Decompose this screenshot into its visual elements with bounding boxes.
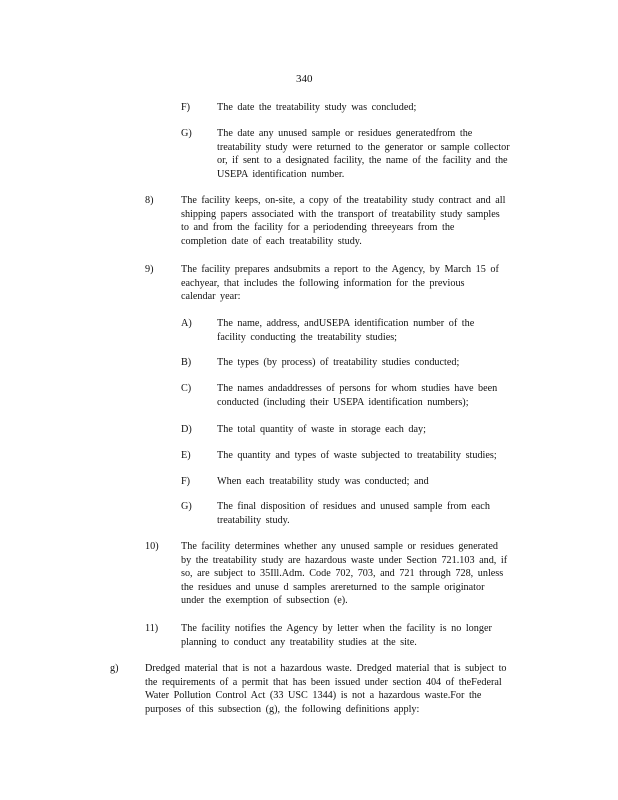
item-text-line: The name, address, andUSEPA identification number of the: [217, 318, 475, 329]
item-label: A): [181, 318, 192, 329]
item-label: 9): [145, 264, 154, 275]
item-text-line: conducted (including their USEPA identification numbers);: [217, 396, 469, 408]
item-text-line: the residues and unuse d samples arereturned to the sample originator: [181, 581, 485, 593]
item-text-line: so, are subject to 35Ill.Adm. Code 702, 703, and 721 through 728, unless: [181, 568, 504, 580]
item-text-line: The facility prepares andsubmits a report to the Agency, by March 15 of: [181, 264, 499, 275]
item-label: G): [181, 501, 192, 512]
item-text-line: The types (by process) of treatability studies conducted;: [217, 357, 460, 368]
item-label: 10): [145, 541, 159, 552]
item-text-line: USEPA identification number.: [217, 168, 345, 180]
page-number: 340: [296, 73, 313, 85]
item-text-line: Water Pollution Control Act (33 USC 1344) is not a hazardous waste.For the: [145, 690, 482, 702]
item-label: F): [181, 102, 191, 113]
item-text-line: The facility determines whether any unused sample or residues generated: [181, 541, 499, 552]
item-label: E): [181, 450, 191, 461]
item-text-line: Dredged material that is not a hazardous waste. Dredged material that is subject to: [145, 663, 507, 674]
item-text-line: or, if sent to a designated facility, the name of the facility and the: [217, 155, 508, 167]
item-label: F): [181, 476, 191, 487]
item-text-line: eachyear, that includes the following information for the previous: [181, 277, 465, 289]
item-text-line: by the treatability study are hazardous waste under Section 721.103 and, if: [181, 554, 508, 566]
item-label: C): [181, 383, 192, 394]
item-text-line: purposes of this subsection (g), the following definitions apply:: [145, 703, 420, 715]
item-text-line: planning to conduct any treatability studies at the site.: [181, 636, 417, 648]
item-label: B): [181, 357, 192, 368]
item-text-line: The quantity and types of waste subjected to treatability studies;: [217, 450, 497, 461]
item-label: g): [110, 663, 119, 674]
item-text-line: under the exemption of subsection (e).: [181, 595, 348, 607]
item-text-line: treatability study.: [217, 514, 290, 526]
item-label: G): [181, 128, 192, 139]
item-text-line: to and from the facility for a periodending threeyears from the: [181, 222, 455, 234]
item-text-line: shipping papers associated with the transport of treatability study samples: [181, 208, 500, 220]
item-text-line: The date the treatability study was concluded;: [217, 102, 417, 113]
item-text-line: treatability study were returned to the generator or sample collector: [217, 141, 510, 153]
item-text-line: The final disposition of residues and unused sample from each: [217, 501, 490, 512]
item-label: 11): [145, 623, 159, 634]
item-text-line: The total quantity of waste in storage each day;: [217, 424, 426, 435]
item-text-line: completion date of each treatability study.: [181, 235, 362, 247]
item-label: 8): [145, 195, 154, 206]
item-label: D): [181, 424, 192, 435]
item-text-line: The facility notifies the Agency by letter when the facility is no longer: [181, 623, 492, 634]
item-text-line: calendar year:: [181, 291, 241, 303]
item-text-line: The names andaddresses of persons for whom studies have been: [217, 383, 498, 394]
item-text-line: The facility keeps, on-site, a copy of the treatability study contract and all: [181, 195, 506, 206]
item-text-line: facility conducting the treatability studies;: [217, 331, 398, 343]
item-text-line: the requirements of a permit that has been issued under section 404 of theFederal: [145, 676, 502, 688]
item-text-line: When each treatability study was conducted; and: [217, 476, 429, 487]
item-text-line: The date any unused sample or residues generatedfrom the: [217, 128, 473, 139]
